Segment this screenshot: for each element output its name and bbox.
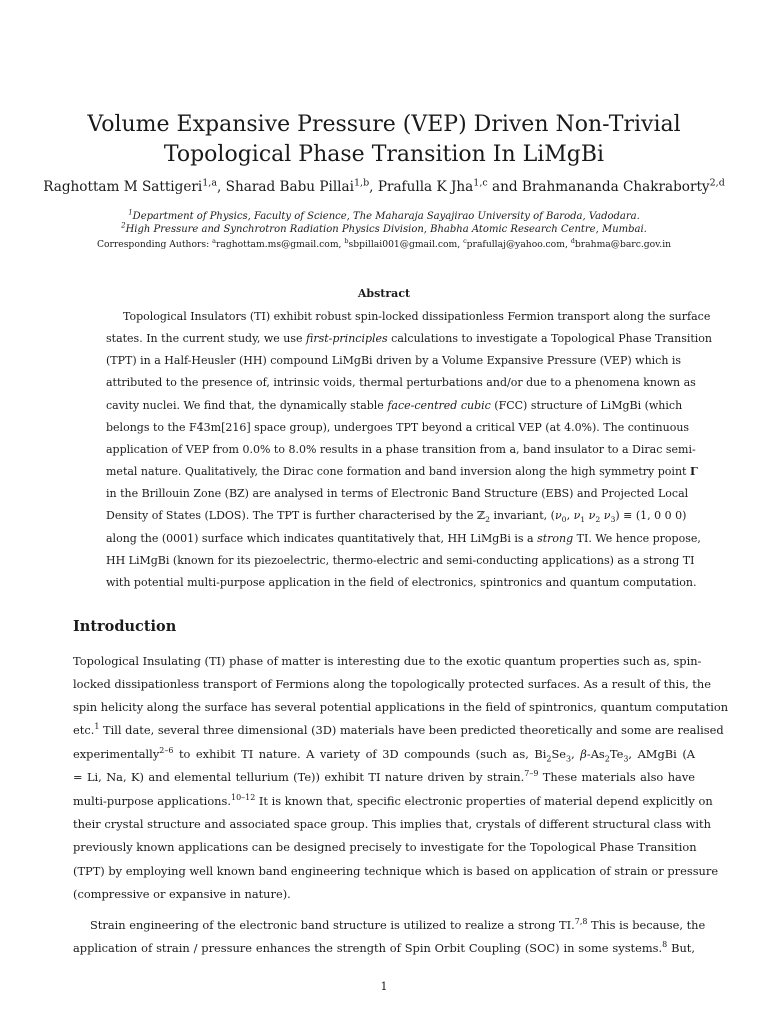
body-line: application of strain / pressure enhances the strength of Spin Orbit Coupling (SOC) in some systems.$^8$ But, xyxy=(73,940,695,955)
abstract-line: along the (0001) surface which indicates quantitatively that, HH LiMgBi is a strong TI. We hence propose, xyxy=(106,532,701,545)
abstract-line: belongs to the F4̄3m[216] space group), undergoes TPT beyond a critical VEP (at 4.0%). The continuous xyxy=(106,421,690,434)
body-line: = Li, Na, K) and elemental tellurium (Te)) exhibit TI nature driven by strain.$^{7-9}$ These materials also have xyxy=(73,769,696,784)
affiliation-text: Department of Physics, Faculty of Science, The Maharaja Sayajirao University of Baroda, Vadodara. xyxy=(132,211,640,222)
abstract-line: states. In the current study, we use first-principles calculations to investigate a Topological Phase Transition xyxy=(106,332,713,345)
author-separator: and xyxy=(487,179,522,195)
author-superscript: 1,c xyxy=(473,177,488,189)
corresponding-label: Corresponding Authors: xyxy=(96,239,213,250)
abstract-line: cavity nuclei. We find that, the dynamically stable face-centred cubic (FCC) structure of LiMgBi (which xyxy=(106,399,683,412)
email-link[interactable]: brahma@barc.gov.in xyxy=(574,239,672,250)
affiliation-text: High Pressure and Synchrotron Radiation Physics Division, Bhabha Atomic Research Centre, Mumbai. xyxy=(125,224,647,235)
email-link[interactable]: raghottam.ms@gmail.com xyxy=(215,239,339,250)
abstract-line: in the Brillouin Zone (BZ) are analysed in terms of Electronic Band Structure (EBS) and Projected Local xyxy=(106,487,689,500)
abstract-line: metal nature. Qualitatively, the Dirac cone formation and band inversion along the high symmetry point Γ xyxy=(106,465,698,478)
abstract-line: application of VEP from 0.0% to 8.0% results in a phase transition from a, band insulator to a Dirac semi- xyxy=(106,443,696,456)
author-separator: , xyxy=(217,179,226,195)
abstract-line: attributed to the presence of, intrinsic voids, thermal perturbations and/or due to a phenomena known as xyxy=(106,376,696,389)
abstract-heading: Abstract xyxy=(357,287,411,300)
body-line: spin helicity along the surface has several potential applications in the field of spintronics, quantum computation xyxy=(73,700,729,714)
abstract-line: HH LiMgBi (known for its piezoelectric, thermo-electric and semi-conducting applications) as a strong TI xyxy=(106,554,695,567)
affiliation-1 xyxy=(40,210,728,223)
author-name: Raghottam M Sattigeri xyxy=(43,179,203,195)
body-line: experimentally$^{2-6}$ to exhibit TI nature. A variety of 3D compounds (such as, $Bi_2Se_3$, $\beta-As_2Te_3$, AMgBi (A xyxy=(73,746,695,764)
author-list xyxy=(40,178,728,196)
abstract-line: Topological Insulators (TI) exhibit robust spin-locked dissipationless Fermion transport along the surface xyxy=(123,310,711,323)
section-heading-introduction: Introduction xyxy=(73,618,177,635)
body-line: (compressive or expansive in nature). xyxy=(73,887,291,901)
email-superscript: b xyxy=(344,236,349,245)
body-line: multi-purpose applications.$^{10-12}$ It is known that, specific electronic properties of material depend explicitly on xyxy=(73,793,713,808)
affiliation-superscript: 2 xyxy=(121,221,126,230)
page-number: 1 xyxy=(380,980,388,993)
body-line: (TPT) by employing well known band engineering technique which is based on application of strain or pressure xyxy=(73,864,719,878)
title-line-1: Volume Expansive Pressure (VEP) Driven Non-Trivial xyxy=(87,112,681,137)
email-link[interactable]: sbpillai001@gmail.com xyxy=(348,239,458,250)
email-link[interactable]: prafullaj@yahoo.com xyxy=(466,239,565,250)
affiliation-2 xyxy=(40,223,728,236)
paper-title xyxy=(60,110,708,170)
body-line: Strain engineering of the electronic band structure is utilized to realize a strong TI.$^{7,8}$ This is because, the xyxy=(90,917,706,932)
author-separator: , xyxy=(369,179,378,195)
body-line: Topological Insulating (TI) phase of matter is interesting due to the exotic quantum properties such as, spin- xyxy=(73,654,702,668)
body-line: etc.$^1$ Till date, several three dimensional (3D) materials have been predicted theoretically and some are realised xyxy=(73,722,724,737)
affiliation-superscript: 1 xyxy=(128,208,133,217)
abstract-line: Density of States (LDOS). The TPT is further characterised by the ℤ$_2$ invariant, ($\nu_0$, $\nu_1$ $\nu_2$ $\nu_3) \equiv (1$, 0 0 0) xyxy=(106,509,687,525)
email-superscript: a xyxy=(212,236,216,245)
author-name: Prafulla K Jha xyxy=(377,179,474,195)
email-superscript: d xyxy=(570,236,575,245)
author-name: Sharad Babu Pillai xyxy=(225,179,354,195)
email-superscript: c xyxy=(463,236,467,245)
author-superscript: 1,b xyxy=(353,177,370,189)
corresponding-authors: Corresponding Authors: $^a$raghottam.ms@gmail.com, $^b$sbpillai001@gmail.com, $^c$prafullaj@yahoo.com, $^d$brahma@barc.gov.in xyxy=(96,236,672,250)
body-line: their crystal structure and associated space group. This implies that, crystals of different structural class with xyxy=(73,817,711,831)
author-superscript: 2,d xyxy=(709,177,725,189)
body-line: locked dissipationless transport of Fermions along the topologically protected surfaces. As a result of this, the xyxy=(73,677,711,691)
title-line-2: Topological Phase Transition In LiMgBi xyxy=(163,142,605,167)
body-line: previously known applications can be designed precisely to investigate for the Topological Phase Transition xyxy=(73,840,697,854)
author-superscript: 1,a xyxy=(202,177,218,189)
abstract-line: with potential multi-purpose application in the field of electronics, spintronics and quantum computation. xyxy=(106,576,697,589)
abstract-line: (TPT) in a Half-Heusler (HH) compound LiMgBi driven by a Volume Expansive Pressure (VEP) which is xyxy=(106,354,682,367)
author-name: Brahmananda Chakraborty xyxy=(521,179,710,195)
